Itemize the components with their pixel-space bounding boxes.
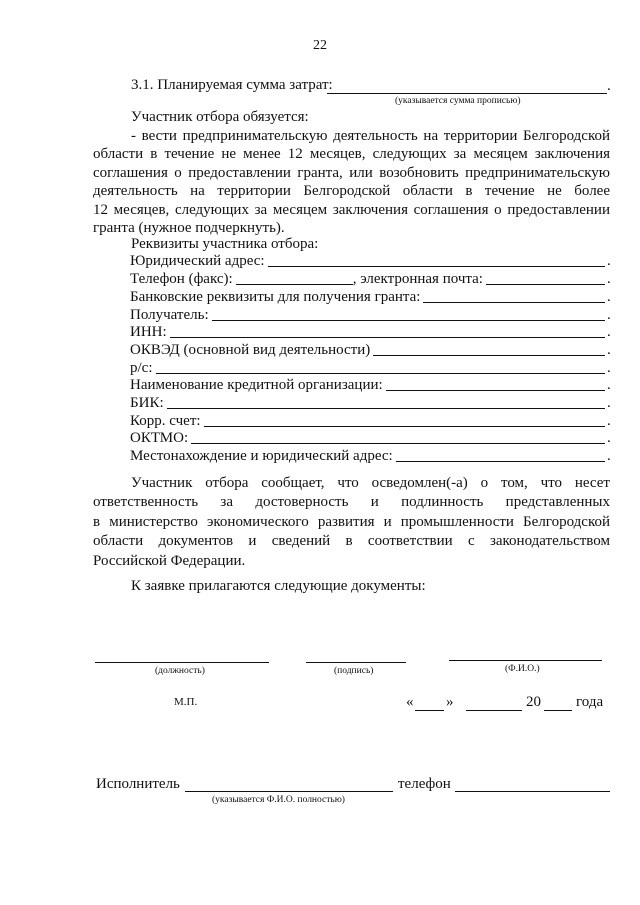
executor-phone-label: телефон [398, 776, 451, 792]
position-hint: (должность) [155, 666, 205, 676]
inn-row: ИНН: . [130, 324, 611, 340]
fio-hint: (Ф.И.О.) [505, 664, 540, 674]
signature-field[interactable] [306, 662, 406, 663]
bik-row: БИК: . [130, 395, 611, 411]
obligation-line-5: 12 месяцев, следующих за месяцем заключения соглашения о предоставлении [93, 202, 610, 218]
obligation-line-1: - вести предпринимательскую деятельность на территории Белгородской [131, 128, 610, 144]
fio-field[interactable] [449, 660, 602, 661]
bik-label: БИК: [130, 395, 164, 411]
year-suffix: года [576, 694, 604, 710]
phone-email-row: Телефон (факс): , электронная почта: . [130, 271, 611, 287]
location-label: Местонахождение и юридический адрес: [130, 448, 393, 464]
requisites-heading: Реквизиты участника отбора: [131, 236, 319, 252]
obligation-line-4: деятельность на территории Белгородской области в течение не более [93, 183, 610, 199]
notice-paragraph [93, 474, 610, 571]
planned-cost-label: 3.1. Планируемая сумма затрат: [131, 77, 333, 93]
bank-details-label: Банковские реквизиты для получения гранта: [130, 289, 421, 305]
attachments-label: К заявке прилагаются следующие документы: [131, 578, 426, 594]
date-close-quote: » [446, 694, 454, 710]
legal-address-row: Юридический адрес: . [130, 253, 611, 269]
year-field[interactable] [544, 710, 572, 711]
okved-label: ОКВЭД (основной вид деятельности) [130, 342, 371, 358]
month-field[interactable] [466, 710, 522, 711]
obligation-line-2: области в течение не менее 12 месяцев, следующих за месяцем заключения [93, 146, 610, 162]
email-label: , электронная почта: [352, 271, 483, 287]
corr-account-row: Корр. счет: . [130, 413, 611, 429]
notice-line-2: ответственность за достоверность и подлинность представленных [93, 494, 610, 511]
executor-label: Исполнитель [96, 776, 180, 792]
inn-label: ИНН: [130, 324, 167, 340]
notice-line-1: Участник отбора сообщает, что осведомлен(-а) о том, что несет [131, 475, 610, 491]
signature-hint: (подпись) [334, 666, 374, 676]
corr-account-label: Корр. счет: [130, 413, 201, 429]
obligation-line-3: соглашения о предоставлении гранта, или возобновить предпринимательскую [93, 165, 610, 181]
planned-cost-hint: (указывается сумма прописью) [395, 96, 521, 106]
stamp-place: М.П. [174, 696, 198, 708]
bik-field[interactable] [167, 408, 605, 409]
legal-address-field[interactable] [268, 266, 605, 267]
corr-account-field[interactable] [204, 426, 605, 427]
inn-field[interactable] [170, 337, 605, 338]
account-row: р/с: . [130, 360, 611, 376]
recipient-row: Получатель: . [130, 307, 611, 323]
obligation-line-6: гранта (нужное подчеркнуть). [93, 220, 285, 236]
executor-field[interactable] [185, 791, 393, 792]
legal-address-label: Юридический адрес: [130, 253, 265, 269]
account-label: р/с: [130, 360, 153, 376]
oktmo-label: ОКТМО: [130, 430, 189, 446]
period: . [607, 78, 611, 94]
bank-name-field[interactable] [386, 390, 605, 391]
oktmo-field[interactable] [191, 443, 605, 444]
date-open-quote: « [406, 694, 414, 710]
executor-hint: (указывается Ф.И.О. полностью) [212, 795, 345, 805]
email-field[interactable] [486, 284, 605, 285]
planned-cost-field[interactable] [327, 93, 607, 94]
recipient-label: Получатель: [130, 307, 209, 323]
phone-field[interactable] [236, 284, 353, 285]
year-prefix: 20 [526, 694, 541, 710]
bank-details-field[interactable] [423, 302, 605, 303]
notice-line-4: области документов и сведений в соответствии с законодательством [93, 533, 610, 550]
recipient-field[interactable] [212, 320, 605, 321]
okved-row: ОКВЭД (основной вид деятельности) . [130, 342, 611, 358]
notice-line-3: в министерство экономического развития и промышленности Белгородской [93, 513, 610, 530]
location-row: Местонахождение и юридический адрес: . [130, 448, 611, 464]
bank-name-label: Наименование кредитной организации: [130, 377, 383, 393]
obligation-heading: Участник отбора обязуется: [131, 109, 309, 125]
position-field[interactable] [95, 662, 269, 663]
executor-phone-field[interactable] [455, 791, 610, 792]
bank-name-row: Наименование кредитной организации: . [130, 377, 611, 393]
phone-label: Телефон (факс): [130, 271, 233, 287]
account-field[interactable] [156, 373, 606, 374]
notice-line-5: Российской Федерации. [93, 552, 246, 569]
okved-field[interactable] [373, 355, 605, 356]
day-field[interactable] [415, 710, 444, 711]
bank-details-row: Банковские реквизиты для получения гранта: . [130, 289, 611, 305]
page-number: 22 [313, 38, 327, 53]
location-field[interactable] [396, 461, 605, 462]
oktmo-row: ОКТМО: . [130, 430, 611, 446]
